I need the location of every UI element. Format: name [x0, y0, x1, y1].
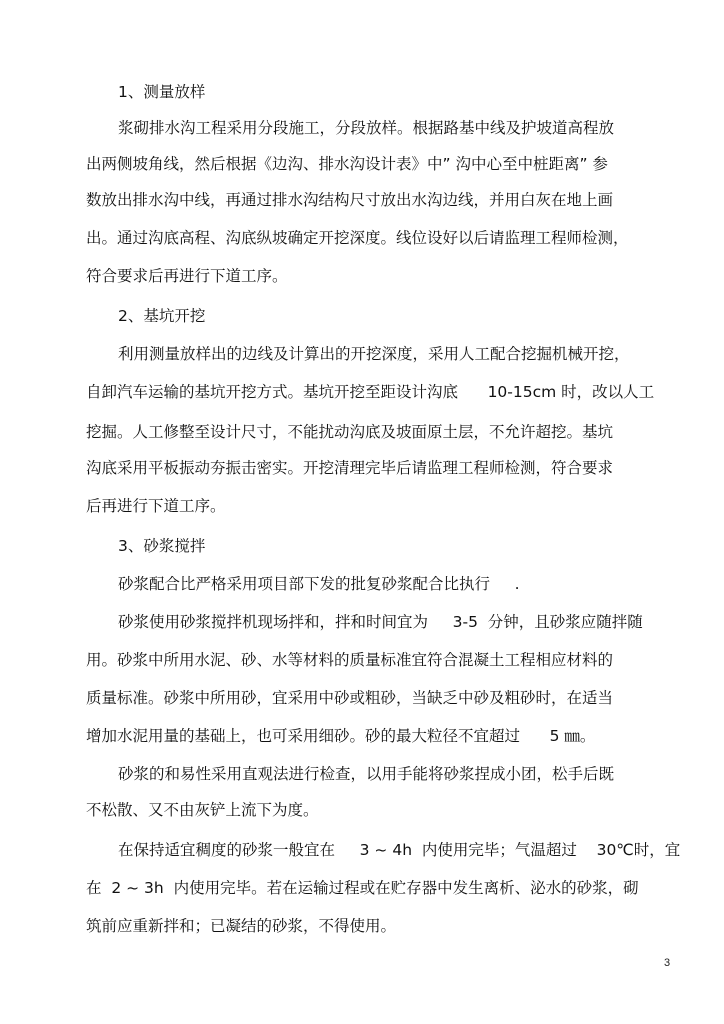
paragraph-line: 利用测量放样出的边线及计算出的开挖深度，采用人工配合挖掘机械开挖， [118, 345, 630, 363]
paragraph-line: 数放出排水沟中线，再通过排水沟结构尺寸放出水沟边线，并用白灰在地上画 [86, 191, 614, 209]
paragraph-line: 增加水泥用量的基础上，也可采用细砂。砂的最大粒径不宜超过 5 ㎜。 [86, 727, 596, 745]
paragraph-line: 符合要求后再进行下道工序。 [86, 267, 288, 285]
paragraph-line: 砂浆的和易性采用直观法进行检查，以用手能将砂浆捏成小团，松手后既 [118, 765, 615, 783]
paragraph-line: 砂浆配合比严格采用项目部下发的批复砂浆配合比执行 . [118, 575, 520, 593]
paragraph-line: 筑前应重新拌和；已凝结的砂浆，不得使用。 [86, 917, 397, 935]
paragraph-line: 在保持适宜稠度的砂浆一般宜在 3 ~ 4h 内使用完毕；气温超过 30℃时，宜 [118, 841, 681, 859]
paragraph-line: 不松散、又不由灰铲上流下为度。 [86, 801, 319, 819]
paragraph-line: 砂浆使用砂浆搅拌机现场拌和，拌和时间宜为 3-5 分钟，且砂浆应随拌随 [118, 613, 643, 631]
paragraph-line: 后再进行下道工序。 [86, 497, 226, 515]
paragraph-line: 挖掘。人工修整至设计尺寸，不能扰动沟底及坡面原土层，不允许超挖。基坑 [86, 423, 614, 441]
paragraph-line: 沟底采用平板振动夯振击密实。开挖清理完毕后请监理工程师检测，符合要求 [86, 459, 614, 477]
paragraph-line: 浆砌排水沟工程采用分段施工，分段放样。根据路基中线及护坡道高程放 [118, 119, 615, 137]
heading-2-pit-excavation: 2、基坑开挖 [118, 307, 206, 325]
page-number: 3 [664, 957, 671, 969]
paragraph-line: 用。砂浆中所用水泥、砂、水等材料的质量标准宜符合混凝土工程相应材料的 [86, 651, 614, 669]
paragraph-line: 在 2 ~ 3h 内使用完毕。若在运输过程或在贮存器中发生离析、泌水的砂浆，砌 [86, 879, 639, 897]
heading-1-survey-layout: 1、测量放样 [118, 83, 206, 101]
paragraph-line: 质量标准。砂浆中所用砂，宜采用中砂或粗砂，当缺乏中砂及粗砂时，在适当 [86, 689, 614, 707]
paragraph-line: 出。通过沟底高程、沟底纵坡确定开挖深度。线位设好以后请监理工程师检测， [86, 229, 629, 247]
paragraph-line: 自卸汽车运输的基坑开挖方式。基坑开挖至距设计沟底 10-15cm 时，改以人工 [86, 383, 655, 401]
heading-3-mortar-mixing: 3、砂浆搅拌 [118, 537, 206, 555]
paragraph-line: 出两侧坡角线，然后根据《边沟、排水沟设计表》中” 沟中心至中桩距离” 参 [86, 155, 608, 173]
